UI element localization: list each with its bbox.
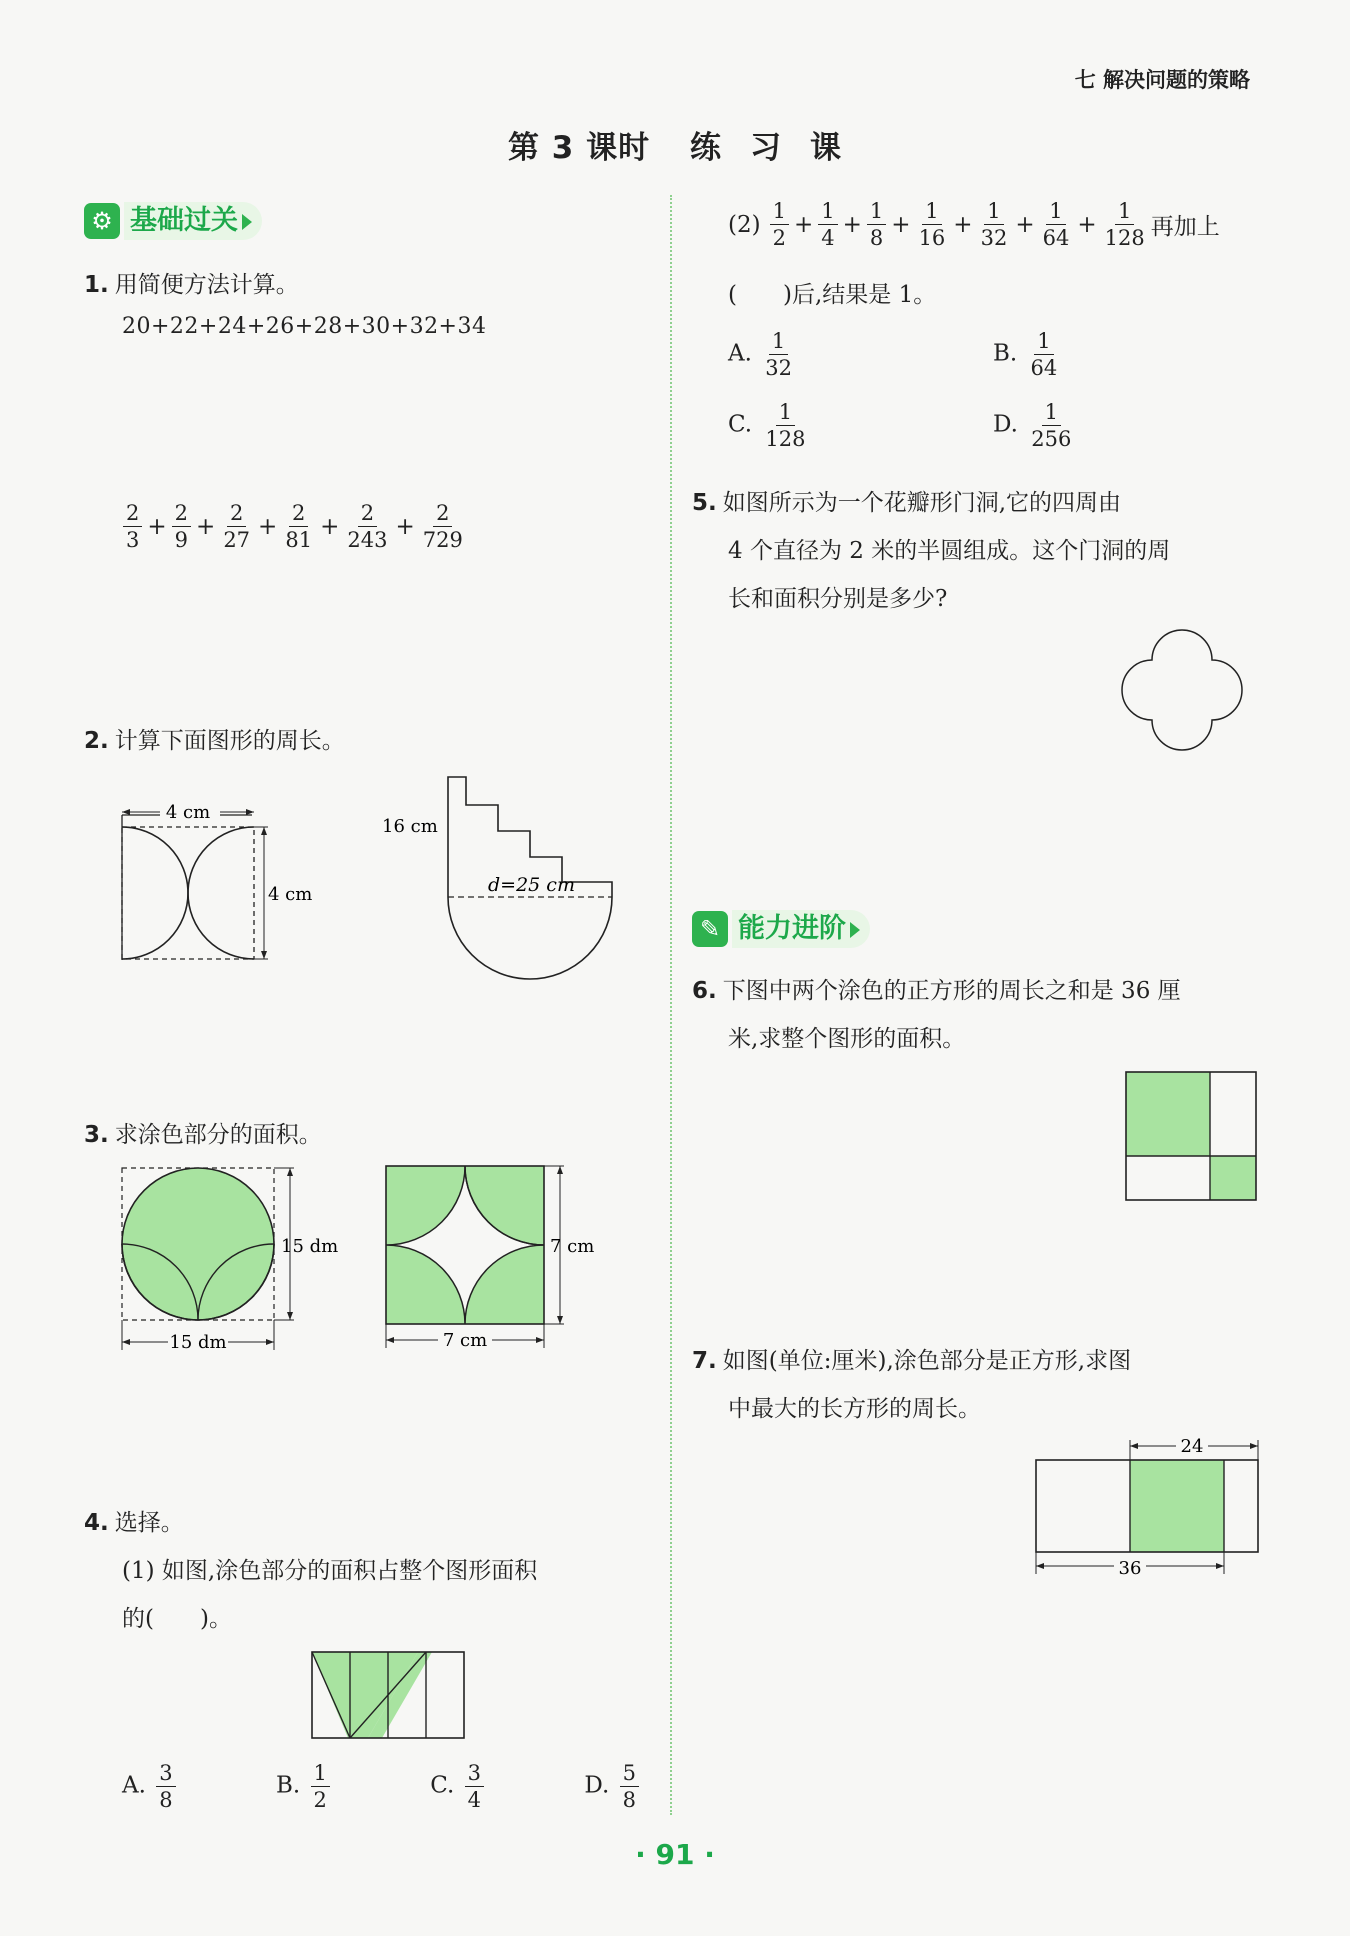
svg-text:15 dm: 15 dm [169,1332,227,1353]
svg-text:36: 36 [1118,1558,1142,1579]
svg-text:4 cm: 4 cm [268,884,313,905]
svg-text:7 cm: 7 cm [442,1330,488,1351]
q2-figure-1 [110,800,313,970]
option-c[interactable]: C. $\frac{1}{128}$ [728,400,806,451]
question-3: 3. 求涂色部分的面积。 [84,1122,322,1148]
q7-figure [1030,1436,1266,1586]
option-c[interactable]: C. $\frac{3}{4}$ [430,1760,487,1813]
svg-text:d=25 cm: d=25 cm [488,874,575,896]
section-title-basic: 基础过关 [130,205,238,236]
runner-icon: ✎ [692,911,728,947]
fraction: $\frac{2}{243}$ [347,501,388,552]
chevron-right-icon [850,922,860,938]
fraction: $\frac{2}{3}$ [123,500,142,553]
q4-options-2 [728,328,1072,452]
question-6: 6. 下图中两个涂色的正方形的周长之和是 36 厘 [692,978,1181,1004]
question-7: 7. 如图(单位:厘米),涂色部分是正方形,求图 [692,1348,1132,1374]
q1-expression-2: $\frac{2}{3}$ + $\frac{2}{9}$ + $\frac{2}{27}$ + $\frac{2}{81}$ + $\frac{2}{243}$ + $\frac{2}{729}$ [120,500,469,553]
q5-petal-figure [1104,628,1260,778]
chapter-header: 七 解决问题的策略 [1074,68,1250,92]
question-number: 1. [84,272,109,298]
lesson-word-3: 课 [809,130,842,166]
option-b[interactable]: B. $\frac{1}{64}$ [993,329,1058,380]
option-d[interactable]: D. $\frac{5}{8}$ [584,1760,642,1813]
svg-text:7 cm: 7 cm [550,1236,595,1257]
option-d[interactable]: D. $\frac{1}{256}$ [993,400,1072,451]
section-badge-basic [84,200,262,242]
question-2: 2. 计算下面图形的周长。 [84,728,345,754]
section-title-advanced: 能力进阶 [738,913,846,944]
svg-text:15 dm: 15 dm [281,1236,339,1257]
lesson-number: 第 3 课时 [508,130,651,166]
lesson-title [0,122,1350,167]
q1-expression-1: 20+22+24+26+28+30+32+34 [122,314,487,339]
fraction: $\frac{2}{27}$ [223,501,251,552]
svg-text:4 cm: 4 cm [165,802,211,823]
q4-figure [308,1648,468,1744]
option-b[interactable]: B. $\frac{1}{2}$ [276,1760,333,1813]
svg-text:16 cm: 16 cm [382,816,438,837]
q3-figure-2 [378,1160,608,1355]
q5-line2: 4 个直径为 2 米的半圆组成。这个门洞的周 [728,538,1171,564]
svg-text:24: 24 [1180,1436,1204,1457]
q6-figure [1124,1068,1260,1204]
fraction: $\frac{2}{729}$ [422,501,463,552]
question-4: 4. 选择。 [84,1510,184,1536]
question-1 [84,262,299,308]
question-text: 用简便方法计算。 [114,272,299,298]
q4-sub2-line1: (2) $\frac{1}{2}$ + $\frac{1}{4}$ + $\frac{1}{8}$ + $\frac{1}{16}$ + $\frac{1}{32}$ + $\frac{1}{64}$ + $\frac{1}{128}$ 再加上 [728,199,1220,250]
fraction: $\frac{2}{81}$ [285,501,313,552]
column-divider [670,195,672,1815]
q6-line2: 米,求整个图形的面积。 [728,1026,966,1052]
q3-figure-1 [110,1160,340,1355]
chevron-right-icon [242,214,252,230]
q7-line2: 中最大的长方形的周长。 [728,1396,981,1422]
q5-line3: 长和面积分别是多少? [728,586,948,612]
question-5: 5. 如图所示为一个花瓣形门洞,它的四周由 [692,490,1122,516]
q4-sub1-line2: 的( )。 [122,1606,232,1632]
option-a[interactable]: A. $\frac{1}{32}$ [728,329,792,380]
option-a[interactable]: A. $\frac{3}{8}$ [122,1760,179,1813]
page-number: · 91 · [635,1838,715,1871]
q4-options-1 [122,1760,642,1813]
q4-sub1-line1: (1) 如图,涂色部分的面积占整个图形面积 [122,1558,538,1584]
lesson-word-2: 习 [749,130,782,166]
q2-figure-2 [380,765,620,975]
fraction: $\frac{2}{9}$ [172,500,191,553]
lesson-word-1: 练 [689,130,722,166]
q4-sub2-line2: ( )后,结果是 1。 [728,282,937,308]
gear-icon: ⚙ [84,203,120,239]
section-badge-advanced [692,908,870,950]
